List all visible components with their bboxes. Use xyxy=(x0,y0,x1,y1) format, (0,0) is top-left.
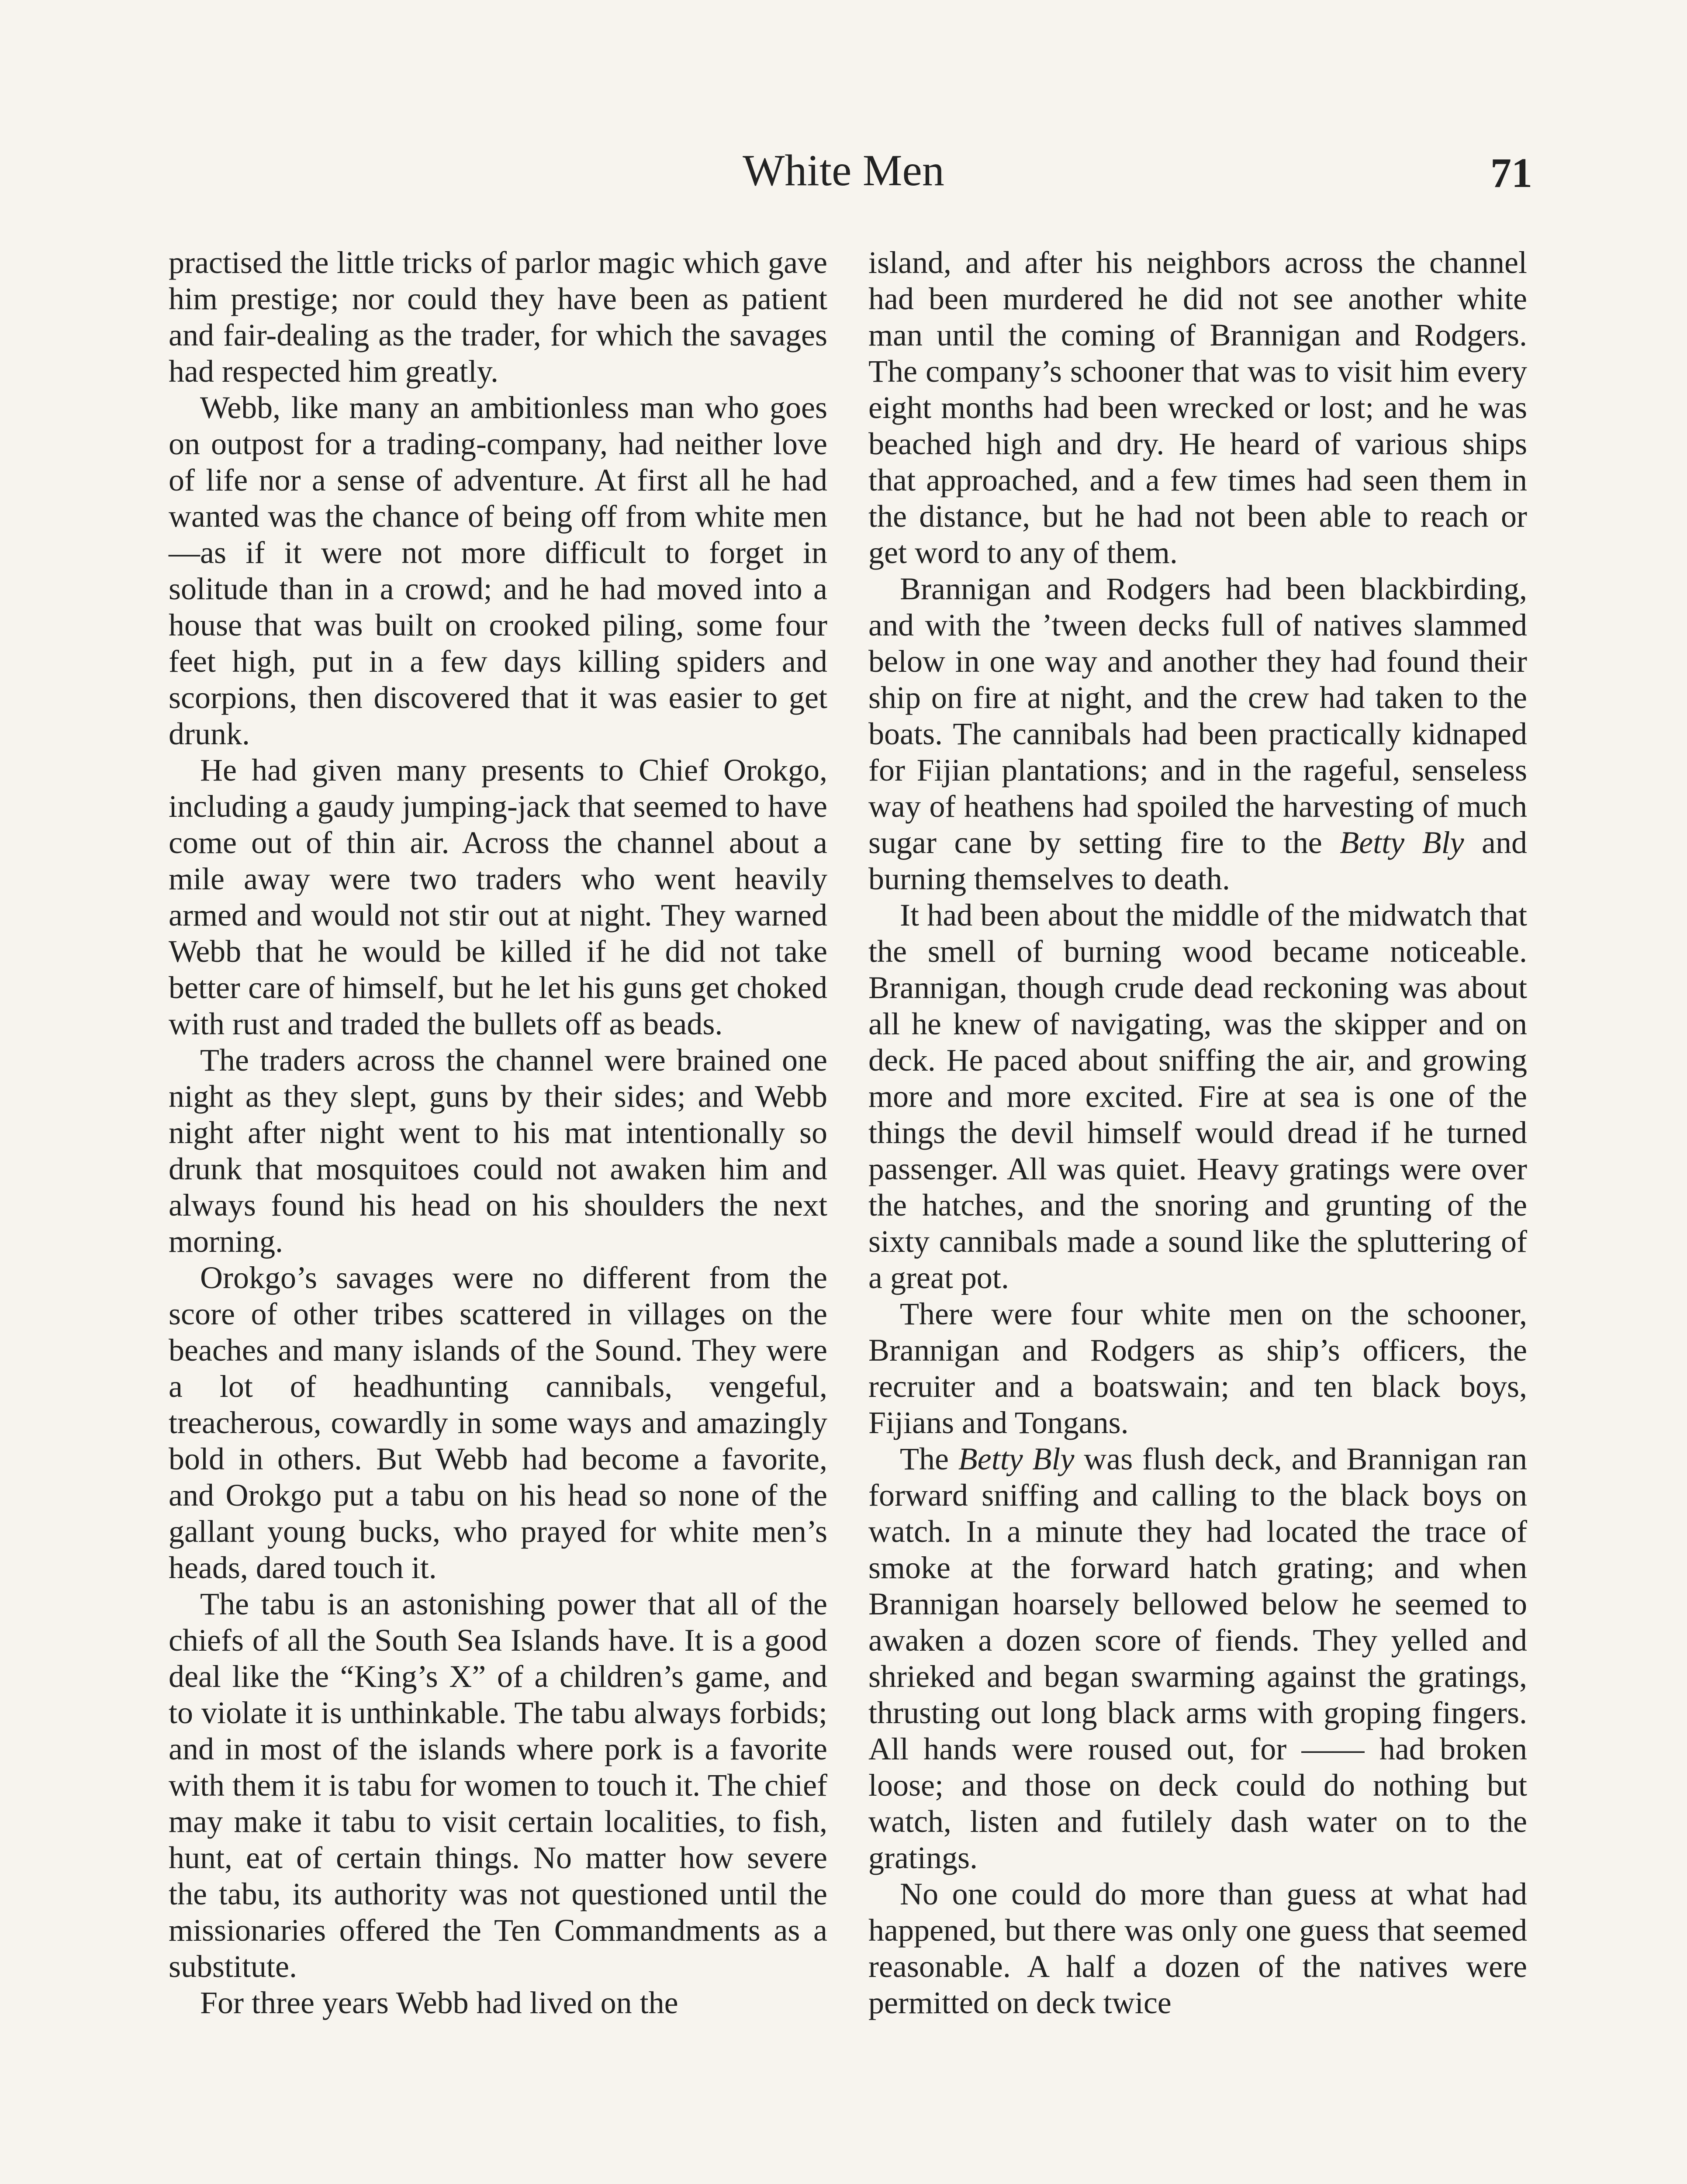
paragraph: No one could do more than guess at what had happened, but there was only one guess that seemed reasonable. A half a dozen of the natives were permitted on deck twice xyxy=(868,1876,1527,2020)
paragraph: The traders across the channel were brained one night as they slept, guns by their sides; and Webb night after night went to his mat intentionally so drunk that mosquitoes could not awaken him and always found his head on his shoulders the next morning. xyxy=(169,1043,827,1259)
ship-name: Betty Bly xyxy=(1340,825,1464,860)
paragraph: Orokgo’s savages were no different from the score of other tribes scattered in villages on the beaches and many islands of the Sound. They were a lot of headhunting cannibals, vengeful, treacherous, cowardly in some ways and amazingly bold in others. But Webb had become a favorite, and Orokgo put a tabu on his head so none of the gallant young bucks, who prayed for white men’s heads, dared touch it. xyxy=(169,1260,827,1585)
paragraph: It had been about the middle of the midwatch that the smell of burning wood became noticeable. Brannigan, though crude dead reckoning was about all he knew of navigating, was the skipper and on deck. He paced about sniffing the air, and growing more and more excited. Fire at sea is one of the things the devil himself would dread if he turned passenger. All was quiet. Heavy gratings were over the hatches, and the snoring and grunting of the sixty cannibals made a sound like the spluttering of a great pot. xyxy=(868,898,1527,1295)
paragraph: He had given many presents to Chief Orokgo, including a gaudy jumping-jack that seemed to have come out of thin air. Across the channel about a mile away were two traders who went heavily armed and would not stir out at night. They warned Webb that he would be killed if he did not take better care of himself, but he let his guns get choked with rust and traded the bullets off as beads. xyxy=(169,753,827,1041)
ship-name: Betty Bly xyxy=(958,1441,1075,1476)
page-title: White Men xyxy=(743,146,944,195)
paragraph: island, and after his neighbors across the channel had been murdered he did not see another white man until the coming of Brannigan and Rodgers. The company’s schooner that was to visit him every eight months had been wrecked or lost; and he was beached high and dry. He heard of various ships that approached, and a few times had seen them in the distance, but he had not been able to reach or get word to any of them. xyxy=(868,245,1527,570)
paragraph: The Betty Bly was flush deck, and Brannigan ran forward sniffing and calling to the black boys on watch. In a minute they had located the trace of smoke at the forward hatch grating; and when Brannigan hoarsely bellowed below he seemed to awaken a dozen score of fiends. They yelled and shrieked and began swarming against the gratings, thrusting out long black arms with groping fingers. All hands were roused out, for —— had broken loose; and those on deck could do nothing but watch, listen and futilely dash water on to the gratings. xyxy=(868,1441,1528,1875)
paragraph: Brannigan and Rodgers had been blackbirding, and with the ’tween decks full of natives slammed below in one way and another they had found their ship on fire at night, and the crew had taken to the boats. The cannibals had been practically kidnaped for Fijian plantations; and in the rageful, senseless way of heathens had spoiled the harvesting of much sugar cane by setting fire to the Betty Bly and burning themselves to death. xyxy=(868,571,1527,896)
paragraph: Webb, like many an ambitionless man who goes on outpost for a trading-company, had neither love of life nor a sense of adventure. At first all he had wanted was the chance of being off from white men—as if it were not more difficult to forget in solitude than in a crowd; and he had moved into a house that was built on crooked piling, some four feet high, put in a few days killing spiders and scorpions, then discovered that it was easier to get drunk. xyxy=(169,390,827,751)
left-column xyxy=(169,245,827,2021)
paragraph: For three years Webb had lived on the xyxy=(200,1985,678,2020)
right-column xyxy=(868,245,1527,2021)
paragraph: There were four white men on the schooner, Brannigan and Rodgers as ship’s officers, the recruiter and a boatswain; and ten black boys, Fijians and Tongans. xyxy=(868,1296,1527,1440)
paragraph: The tabu is an astonishing power that all of the chiefs of all the South Sea Islands have. It is a good deal like the “King’s X” of a children’s game, and to violate it is unthinkable. The tabu always forbids; and in most of the islands where pork is a favorite with them it is tabu for women to touch it. The chief may make it tabu to visit certain localities, to fish, hunt, eat of certain things. No matter how severe the tabu, its authority was not questioned until the missionaries offered the Ten Commandments as a substitute. xyxy=(169,1586,827,1984)
page-number: 71 xyxy=(1490,149,1532,196)
paragraph: practised the little tricks of parlor magic which gave him prestige; nor could they have been as patient and fair-dealing as the trader, for which the savages had respected him greatly. xyxy=(169,245,827,389)
